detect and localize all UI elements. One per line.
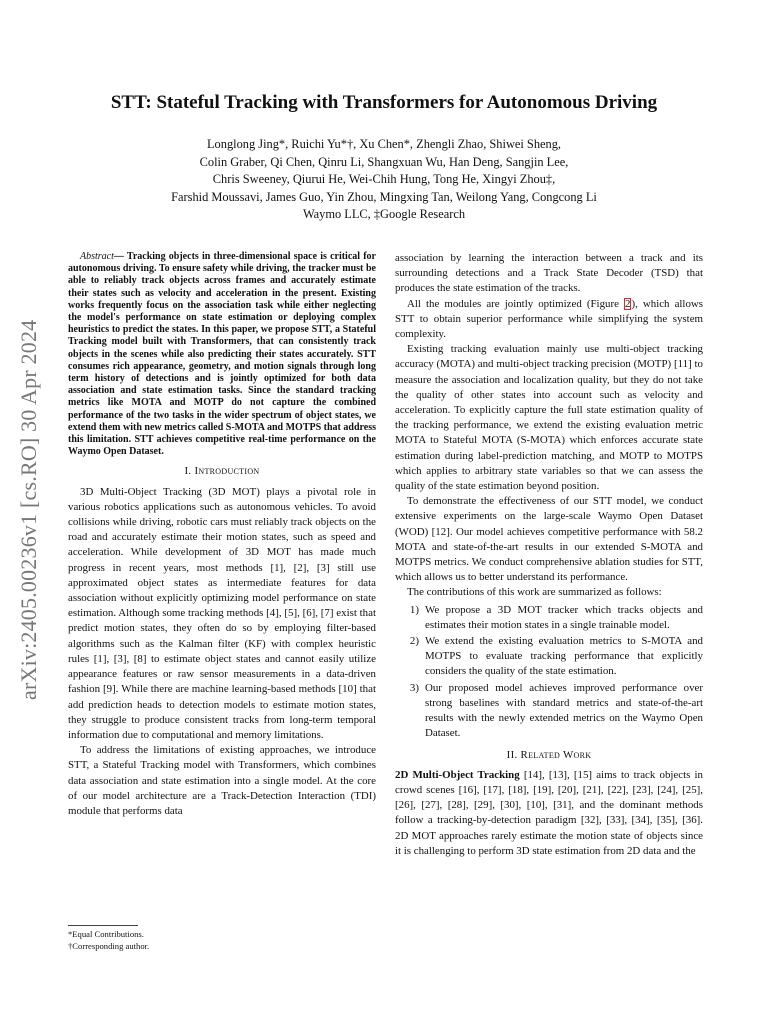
- arxiv-identifier-stamp: arXiv:2405.00236v1 [cs.RO] 30 Apr 2024: [16, 319, 41, 700]
- author-line: Colin Graber, Qi Chen, Qinru Li, Shangxuan Wu, Han Deng, Sangjin Lee,: [199, 154, 569, 169]
- list-item-number: 3): [409, 681, 419, 694]
- paragraph-text: All the modules are jointly optimized (Figure: [407, 297, 624, 310]
- intro-paragraph-5: To demonstrate the effectiveness of our STT model, we conduct extensive experiments on the large-scale Waymo Open Dataset (WOD) [12]. Our model achieves competitive performance with 58.2 MOTA and state-of-the-art results in our extended S-MOTA and MOTPS metrics. We conduct comprehensive ablation studies for STT, which allows us to better understand its performance.: [395, 495, 703, 584]
- footnote-corresponding-author: †Corresponding author.: [68, 940, 150, 951]
- footnote-equal-contribution: *Equal Contributions.: [68, 929, 144, 939]
- section-heading-related-work: II. Related Work: [506, 748, 592, 761]
- abstract-text: Tracking objects in three-dimensional space is critical for autonomous driving. To ensure safety while driving, the tracker must be able to reliably track objects across frames and accurately estimate their states such as velocity and acceleration in the present. Existing works frequently focus on the association task while either neglecting the model's performance on state estimation or deploying complex heuristics to predict the states. In this paper, we propose STT, a Stateful Tracking model built with Transformers, that can consistently track objects in the scenes while also predicting their states accurately. STT consumes rich appearance, geometry, and motion signals through long term history of detections and is jointly optimized for both data association and state estimation tasks. Since the standard tracking metrics like MOTA and MOTP do not capture the combined performance of the two tasks in the wider spectrum of object states, we extend them with new metrics called S-MOTA and MOTPS that address this limitation. STT achieves competitive real-time performance on the Waymo Open Dataset.: [68, 251, 376, 458]
- list-item: [395, 681, 703, 742]
- right-column: [395, 251, 703, 859]
- section-heading-introduction: I. Introduction: [184, 465, 260, 478]
- list-item-number: 1): [409, 603, 419, 616]
- paragraph-text: [14], [13], [15] aims to track objects in crowd scenes [16], [17], [18], [19], [20], [21], [22], [23], [24], [25], [26], [27], [28], [29], [30], [10], [31], and the dominant methods follow a tracking-by-detection paradigm [32], [33], [34], [35], [36]. 2D MOT approaches rarely estimate the motion state of objects since it is challenging to perform 3D state estimation from 2D data and the: [395, 768, 703, 857]
- list-item: [395, 603, 703, 633]
- intro-paragraph-3: [395, 297, 703, 343]
- contributions-list: [395, 603, 703, 742]
- list-item-number: 2): [409, 635, 419, 648]
- intro-paragraph-2: To address the limitations of existing approaches, we introduce STT, a Stateful Tracking model with Transformers, which combines data association and state estimation into a single model. At the core of our model architecture are a Track-Detection Interaction (TDI) module that performs data: [68, 744, 376, 817]
- contributions-intro: The contributions of this work are summarized as follows:: [407, 586, 662, 599]
- author-list: [60, 136, 708, 224]
- author-line: Chris Sweeney, Qiurui He, Wei-Chih Hung, Tong He, Xingyi Zhou‡,: [212, 172, 556, 186]
- list-item: [395, 634, 703, 680]
- related-work-paragraph: [395, 768, 703, 859]
- list-item-text: We extend the existing evaluation metrics to S-MOTA and MOTPS to evaluate tracking performance that explicitly considers the quality of the state estimation.: [425, 635, 703, 678]
- author-line: Farshid Moussavi, James Guo, Yin Zhou, Mingxing Tan, Weilong Yang, Congcong Li: [171, 189, 597, 204]
- list-item-text: Our proposed model achieves improved performance over strong baselines with standard metrics and state-of-the-art results with the newly extended metrics on the Waymo Open Dataset.: [425, 681, 703, 740]
- footnote-rule: [68, 925, 138, 926]
- abstract: [68, 251, 376, 458]
- paper-title: STT: Stateful Tracking with Transformers for Autonomous Driving: [110, 92, 658, 113]
- intro-paragraph-2-continued: association by learning the interaction between a track and its surrounding detections and a Track State Decoder (TSD) that produces the state estimation of the tracks.: [395, 252, 703, 295]
- affiliation-line: Waymo LLC, ‡Google Research: [302, 207, 466, 221]
- figure-reference-link[interactable]: 2: [625, 297, 631, 310]
- intro-paragraph-1: 3D Multi-Object Tracking (3D MOT) plays a pivotal role in various robotics applications such as autonomous vehicles. To avoid collisions while driving, robotic cars must reliably track objects on the road and accurately estimate their motion states, such as speed and acceleration. While development of 3D MOT has made much progress in recent years, most methods [1], [2], [3] still use approximated object states as intermediate features for data association without explicitly optimizing model performance on state estimation. Although some tracking methods [4], [5], [6], [7] exist that predict motion states, they often do so by employing filter-based algorithms such as the Kalman filter (KF) with complex heuristic rules [1], [3], [8] to estimate object states and cannot easily utilize appearance features or raw sensor measurements in a data-driven fashion [9]. While there are machine learning-based methods [10] that add prediction heads to detection models to estimate motion states, they struggle to produce consistent tracks from long-term temporal information due to computational and memory limitations.: [68, 485, 376, 741]
- abstract-label: Abstract: [80, 251, 114, 262]
- paragraph-text: ), which allows STT to obtain superior performance while simplifying the system complexity.: [395, 297, 704, 341]
- left-column: [68, 251, 376, 819]
- footnotes: [68, 925, 376, 952]
- list-item-text: We propose a 3D MOT tracker which tracks objects and estimates their motion states in a single trainable model.: [425, 603, 703, 631]
- author-line: Longlong Jing*, Ruichi Yu*†, Xu Chen*, Zhengli Zhao, Shiwei Sheng,: [206, 137, 562, 151]
- intro-paragraph-4: Existing tracking evaluation mainly use multi-object tracking accuracy (MOTA) and multi-object tracking precision (MOTP) [11] to measure the association and localization quality, but they do not take the quality of other states into account such as velocity and acceleration. To explicitly capture the full state estimation quality of the tracking performance, we extend the existing evaluation metric MOTA to Stateful MOTA (S-MOTA) which enforces accurate state estimation during label-prediction matching, and MOTP to MOTPS which applies to arbitrary state variables so that we can assess the quality of the state estimation beyond position.: [395, 343, 703, 493]
- paragraph-run-in-heading: 2D Multi-Object Tracking: [395, 768, 520, 781]
- abstract-dash: —: [113, 251, 127, 262]
